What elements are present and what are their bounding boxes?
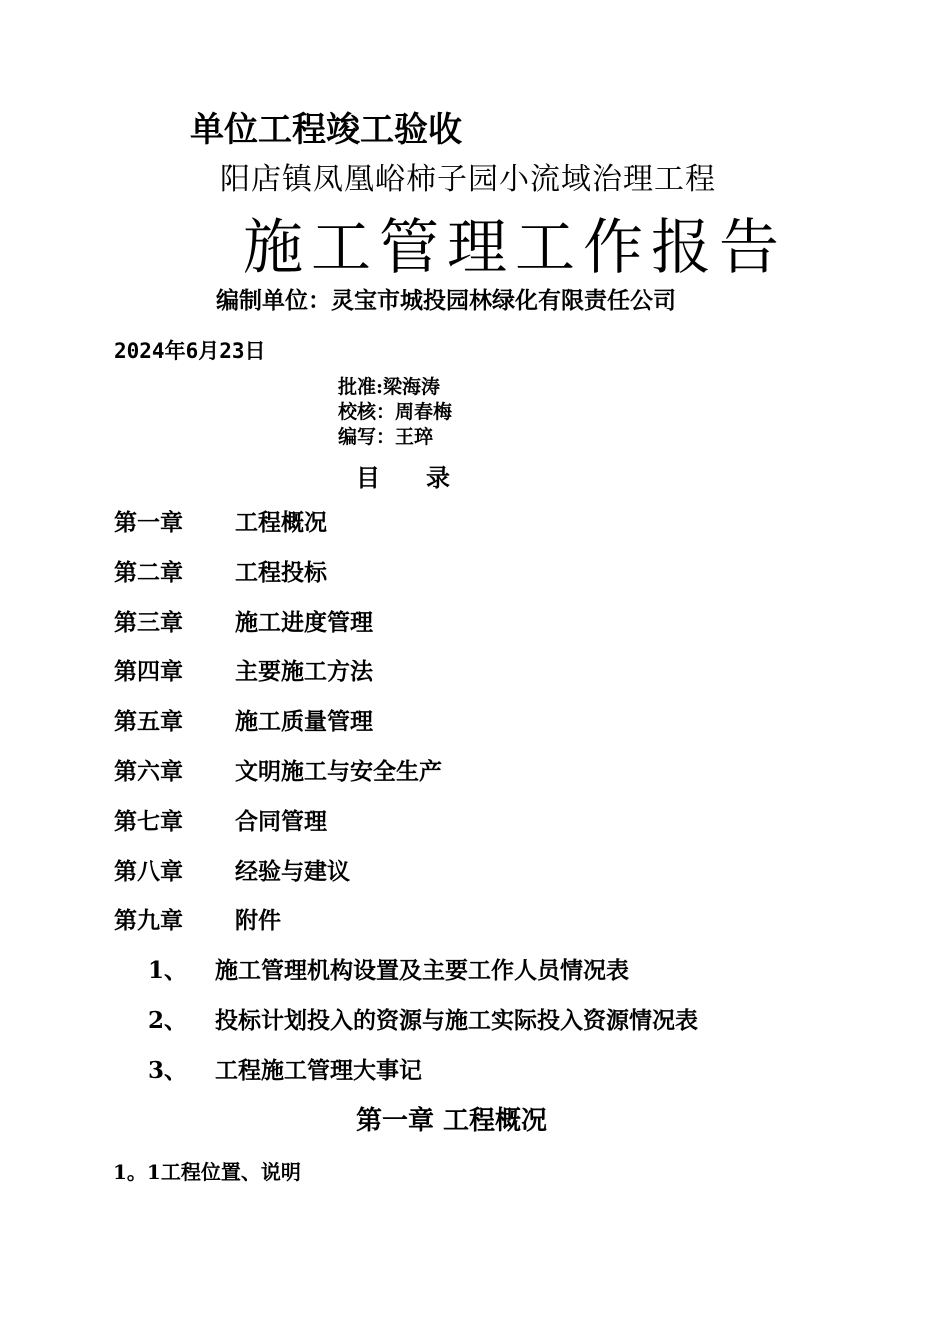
toc-entry-number: 第八章 [114, 857, 183, 885]
toc-entry-title: 施工质量管理 [235, 708, 373, 736]
toc-attachment-entry [148, 1003, 698, 1053]
toc-entry-number: 第七章 [114, 807, 183, 835]
toc-entry-title: 经验与建议 [235, 857, 350, 885]
toc-entry-number: 第五章 [114, 708, 183, 736]
report-title: 施工管理工作报告 [243, 213, 787, 283]
toc-attachment-number: 1、 [148, 957, 188, 984]
author-line: 编写：王琗 [338, 426, 434, 448]
toc-entry-title: 施工进度管理 [235, 608, 373, 636]
toc-entry [114, 804, 442, 854]
compiler-unit: 编制单位：灵宝市城投园林绿化有限责任公司 [216, 287, 676, 314]
toc-entry [114, 555, 442, 605]
toc-entry-title: 附件 [235, 907, 281, 935]
toc-entry [114, 605, 442, 655]
toc-attachment-entry [148, 1053, 698, 1103]
toc-entry-title: 文明施工与安全生产 [235, 757, 442, 785]
top-heading: 单位工程竣工验收 [190, 110, 462, 150]
toc-entry [114, 854, 442, 904]
project-name: 阳店镇凤凰峪柿子园小流域治理工程 [220, 162, 716, 197]
toc-entry-number: 第三章 [114, 608, 183, 636]
toc-entry-title: 合同管理 [235, 807, 327, 835]
review-line: 校核：周春梅 [338, 401, 453, 423]
toc-entry-number: 第六章 [114, 757, 183, 785]
approval-line: 批准:梁海涛 [338, 376, 441, 398]
toc-entry [114, 505, 442, 555]
toc-entry-number: 第四章 [114, 658, 183, 686]
toc-attachment-list [148, 953, 698, 1104]
toc-entry-number: 第一章 [114, 509, 183, 536]
toc-entry-number: 第二章 [114, 558, 183, 586]
toc-attachment-number: 2、 [148, 1007, 188, 1035]
toc-entry [114, 903, 442, 953]
toc-title [356, 458, 450, 493]
toc-chapter-list [114, 505, 442, 953]
report-date: 2024年6月23日 [114, 339, 266, 363]
toc-attachment-number: 3、 [148, 1057, 188, 1085]
toc-entry-title: 工程投标 [235, 558, 327, 586]
section-heading: 1。1工程位置、说明 [113, 1160, 301, 1184]
toc-title-right: 录 [426, 463, 450, 492]
toc-attachment-title: 投标计划投入的资源与施工实际投入资源情况表 [215, 1007, 698, 1035]
toc-entry [114, 654, 442, 704]
toc-entry [114, 754, 442, 804]
toc-attachment-title: 工程施工管理大事记 [215, 1057, 422, 1085]
toc-title-left: 目 [356, 463, 380, 492]
toc-entry [114, 704, 442, 754]
toc-entry-title: 主要施工方法 [235, 658, 373, 686]
toc-attachment-entry [148, 953, 698, 1003]
toc-entry-title: 工程概况 [235, 509, 327, 536]
toc-entry-number: 第九章 [114, 907, 183, 935]
chapter-heading: 第一章 工程概况 [356, 1106, 548, 1136]
toc-attachment-title: 施工管理机构设置及主要工作人员情况表 [215, 957, 629, 984]
